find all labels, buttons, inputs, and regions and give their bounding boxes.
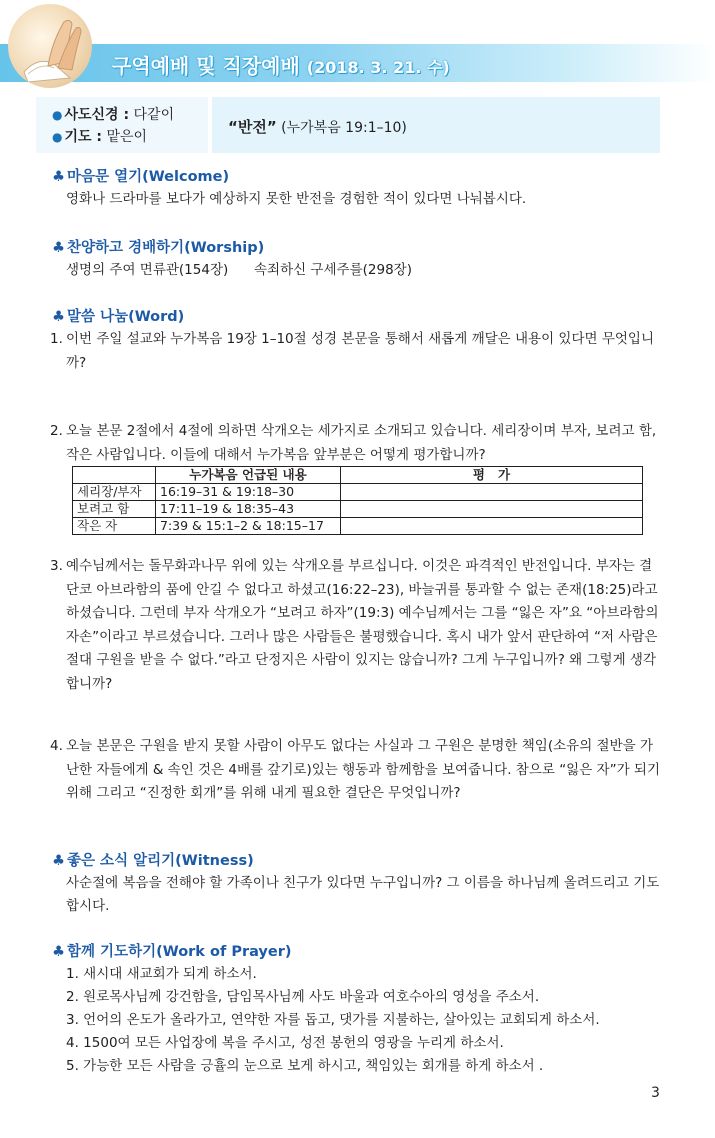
sermon-panel xyxy=(212,97,660,153)
club-icon: ♣ xyxy=(52,169,65,185)
question-text: 오늘 본문 2절에서 4절에 의하면 삭개오는 세가지로 소개되고 있습니다. 세리장이며 부자, 보려고 함, 작은 사람입니다. 이들에 대해서 누가복음 앞부분은 어떻게 평가합니까? xyxy=(66,423,657,463)
section-heading-text: 마음문 열기(Welcome) xyxy=(67,169,230,185)
table-row xyxy=(73,484,643,501)
question-item xyxy=(50,328,660,375)
table-header-row xyxy=(73,467,643,484)
table-cell xyxy=(341,501,643,518)
section-welcome-heading xyxy=(52,165,229,186)
question-item xyxy=(50,735,660,806)
table-cell: 17:11–19 & 18:35–43 xyxy=(156,501,341,518)
creed-label: 사도신경 : xyxy=(64,107,130,123)
table-cell xyxy=(341,518,643,535)
section-heading-text: 함께 기도하기(Work of Prayer) xyxy=(67,944,292,960)
club-icon: ♣ xyxy=(52,853,65,869)
table-header-cell xyxy=(73,467,156,484)
question-text: 오늘 본문은 구원을 받지 못할 사람이 아무도 없다는 사실과 그 구원은 분명한 책임(소유의 절반을 가난한 자들에게 & 속인 것은 4배를 갚기로)있는 행동과 함께함을 보여줍니다. 참으로 “잃은 자”가 되기 위해 그리고 “진정한 회개”를 위해 내게 필요한 결단은 무엇입니까? xyxy=(66,738,661,801)
sermon-heading xyxy=(228,116,407,137)
table-cell: 보려고 함 xyxy=(73,501,156,518)
prayer-item: 3. 언어의 온도가 올라가고, 연약한 자를 돕고, 댓가를 지불하는, 살아있는 교회되게 하소서. xyxy=(66,1012,600,1028)
section-worship-heading xyxy=(52,236,264,257)
sermon-title: “반전” xyxy=(228,118,277,136)
section-witness-heading xyxy=(52,849,254,870)
prayer-item: 1. 새시대 새교회가 되게 하소서. xyxy=(66,966,257,982)
table-header-cell: 누가복음 언급된 내용 xyxy=(156,467,341,484)
prayer-item: 5. 가능한 모든 사람을 긍휼의 눈으로 보게 하시고, 책임있는 회개를 하게 하소서 . xyxy=(66,1058,544,1074)
banner-title xyxy=(112,50,450,79)
prayer-item: 4. 1500여 모든 사업장에 복을 주시고, 성전 봉헌의 영광을 누리게 하소서. xyxy=(66,1035,504,1051)
club-icon: ♣ xyxy=(52,309,65,325)
question-number: 3. xyxy=(50,558,63,574)
witness-text: 사순절에 복음을 전해야 할 가족이나 친구가 있다면 누구입니까? 그 이름을 하나님께 올려드리고 기도합시다. xyxy=(66,875,660,914)
table-header-cell: 평 가 xyxy=(341,467,643,484)
prayer-label: 기도 : xyxy=(64,129,103,145)
question-text: 이번 주일 설교와 누가복음 19장 1–10절 성경 본문을 통해서 새롭게 깨달은 내용이 있다면 무엇입니까? xyxy=(66,331,654,371)
table-cell xyxy=(341,484,643,501)
header-banner xyxy=(0,0,715,88)
welcome-text: 영화나 드라마를 보다가 예상하지 못한 반전을 경험한 적이 있다면 나눠봅시다. xyxy=(66,191,527,207)
section-word-heading xyxy=(52,305,184,326)
section-heading-text: 말씀 나눔(Word) xyxy=(67,309,185,325)
club-icon: ♣ xyxy=(52,240,65,256)
question-number: 2. xyxy=(50,423,63,439)
prayer-line xyxy=(52,126,147,146)
banner-date: (2018. 3. 21. 수) xyxy=(306,58,450,77)
question-number: 4. xyxy=(50,738,63,754)
worship-hymns: 생명의 주여 면류관(154장) 속죄하신 구세주를(298장) xyxy=(66,262,412,278)
banner-title-text: 구역예배 및 직장예배 xyxy=(112,54,300,78)
bullet-icon: ● xyxy=(52,130,63,144)
table-cell: 작은 자 xyxy=(73,518,156,535)
table-cell: 세리장/부자 xyxy=(73,484,156,501)
question-text: 예수님께서는 돌무화과나무 위에 있는 삭개오를 부르십니다. 이것은 파격적인 반전입니다. 부자는 결단코 아브라함의 품에 안길 수 없다고 하셨고(16:22–23), 바늘귀를 통과할 수 없는 존재(18:25)라고 하셨습니다. 그런데 부자 삭개오가 “보려고 하자”(19:3) 예수님께서는 그를 “잃은 자”요 “아브라함의 자손”이라고 부르셨습니다. 그러나 많은 사람들은 불평했습니다. 혹시 내가 앞서 판단하여 “저 사람은 절대 구원을 받을 수 없다.”라고 단정지은 사람이 있지는 않습니까? 그게 누구입니까? 왜 그렇게 생각합니까? xyxy=(66,558,659,692)
section-prayer-heading xyxy=(52,940,292,961)
question-number: 1. xyxy=(50,331,63,347)
question-item xyxy=(50,420,660,467)
page-number: 3 xyxy=(651,1085,660,1101)
table-row xyxy=(73,518,643,535)
praying-hands-icon xyxy=(8,4,92,88)
creed-value: 다같이 xyxy=(133,107,175,123)
section-heading-text: 찬양하고 경배하기(Worship) xyxy=(67,240,265,256)
prayer-item: 2. 원로목사님께 강건함을, 담임목사님께 사도 바울과 여호수아의 영성을 주소서. xyxy=(66,989,540,1005)
club-icon: ♣ xyxy=(52,944,65,960)
service-roles-panel xyxy=(36,97,208,153)
question-item xyxy=(50,555,660,696)
sermon-reference: (누가복음 19:1–10) xyxy=(281,120,407,136)
bullet-icon: ● xyxy=(52,108,63,122)
section-heading-text: 좋은 소식 알리기(Witness) xyxy=(67,853,254,869)
prayer-value: 맡은이 xyxy=(106,129,148,145)
table-cell: 16:19–31 & 19:18–30 xyxy=(156,484,341,501)
table-row xyxy=(73,501,643,518)
creed-line xyxy=(52,104,174,124)
reference-table xyxy=(72,466,643,535)
table-cell: 7:39 & 15:1–2 & 18:15–17 xyxy=(156,518,341,535)
service-info-box xyxy=(36,97,660,153)
